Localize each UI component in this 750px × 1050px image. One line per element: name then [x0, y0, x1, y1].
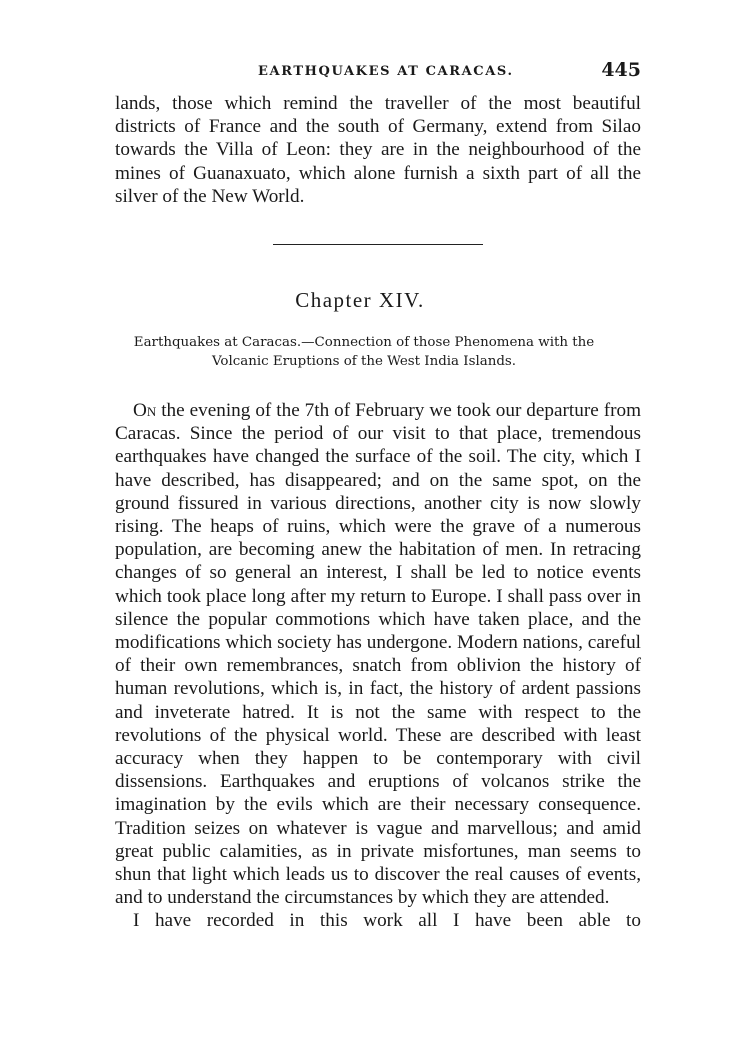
opening-word: On: [133, 400, 157, 422]
chapter-summary-line: Volcanic Eruptions of the West India Islands.: [211, 354, 517, 370]
body-paragraph-continued: I have recorded in this work all I have been able to: [133, 910, 641, 932]
chapter-summary: [101, 333, 627, 371]
section-divider: [273, 244, 483, 245]
continuation-paragraph: lands, those which remind the traveller of the most beautiful districts of France and the south of Germany, extend from Silao towards the Villa of Leon: they are in the neighbourhood of the mines of Guanaxuato, which alone furnish a sixth part of all the silver of the New World.: [115, 93, 641, 207]
book-page: [115, 56, 641, 933]
page-number: 445: [601, 59, 641, 81]
chapter-title: Chapter XIV.: [295, 288, 425, 313]
running-title: EARTHQUAKES AT CARACAS.: [258, 64, 514, 79]
chapter-summary-line: Earthquakes at Caracas.—Connection of those Phenomena with the: [133, 335, 595, 351]
body-paragraph: [115, 399, 641, 909]
running-header: [115, 56, 641, 86]
body-paragraph-text: the evening of the 7th of February we took our departure from Caracas. Since the period of our visit to that place, tremendous earthquakes have changed the surface of the soil. The city, which I have described, has disappeared; and on the same spot, on the ground fissured in various directions, another city is now slowly rising. The heaps of ruins, which were the grave of a numerous population, are becoming anew the habitation of men. In retracing changes of so general an interest, I shall be led to notice events which took place long after my return to Europe. I shall pass over in silence the popular commotions which have taken place, and the modifications which society has undergone. Modern nations, careful of their own remembrances, snatch from oblivion the history of human revolutions, which is, in fact, the history of ardent passions and inveterate hatred. It is not the same with respect to the revolutions of the physical world. These are described with least accuracy when they happen to be contemporary with civil dissensions. Earthquakes and eruptions of volcanos strike the imagination by the evils which are their necessary consequence. Tradition seizes on whatever is vague and marvellous; and amid great public calamities, as in private misfortunes, man seems to shun that light which leads us to discover the real causes of events, and to understand the circumstances by which they are attended.: [115, 400, 641, 909]
